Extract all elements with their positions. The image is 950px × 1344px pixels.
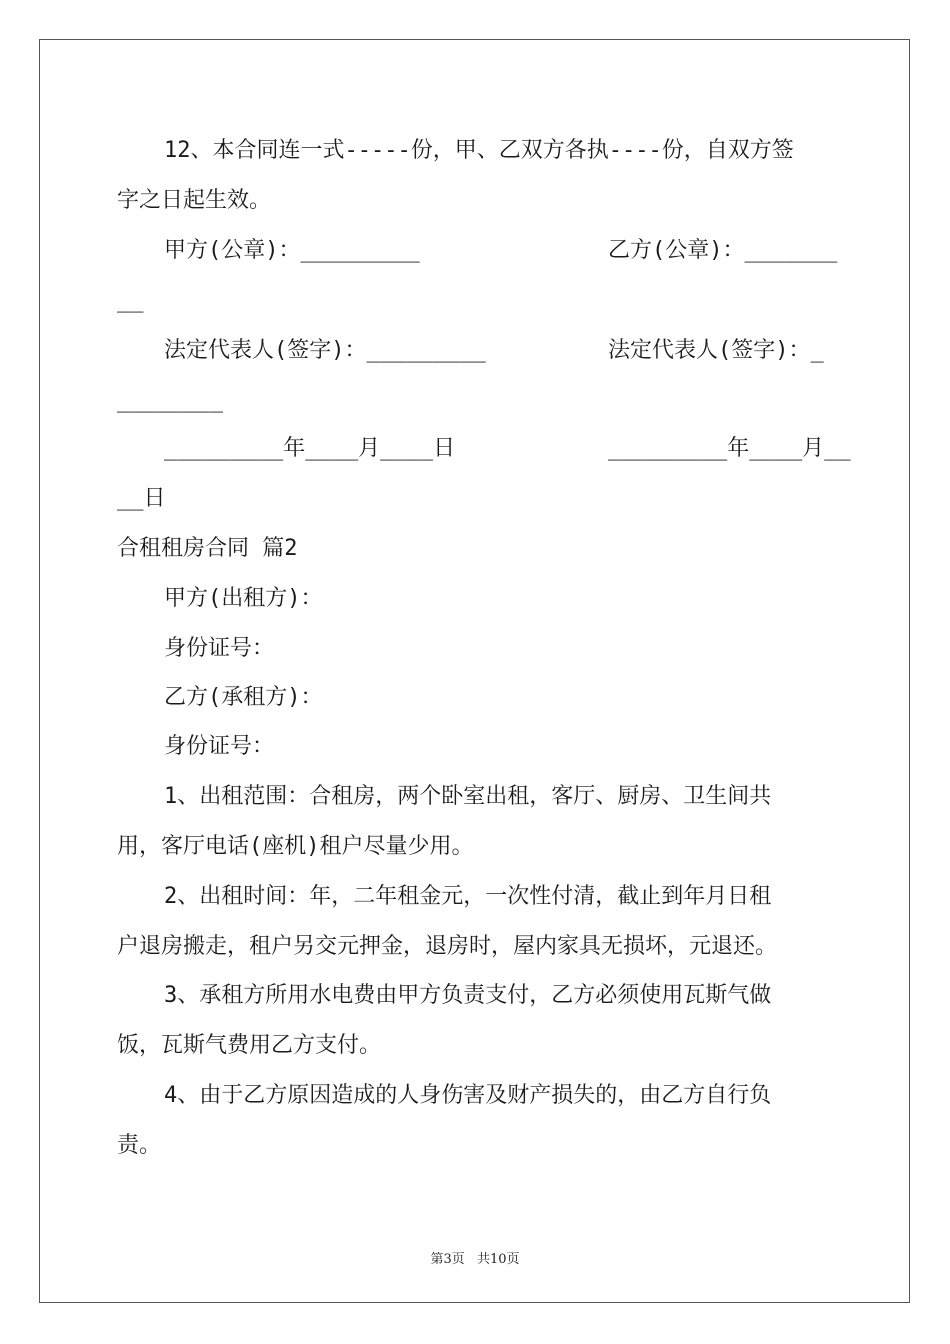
section-title: 合租租房合同 篇2 (117, 536, 298, 561)
party-b-representative: 法定代表人(签字)：_ (608, 338, 824, 363)
page-total: 共10页 (476, 1252, 520, 1267)
clause-2-line-2: 户退房搬走，租户另交元押金，退房时，屋内家具无损坏，元退还。 (117, 934, 778, 959)
lessor-id-label: 身份证号： (164, 636, 275, 661)
page-footer (0, 1248, 950, 1267)
party-a-representative: 法定代表人(签字)：_________ (164, 338, 486, 363)
lessor-label: 甲方(出租方)： (164, 586, 323, 611)
clause-3-line-1: 3、承租方所用水电费由甲方负责支付，乙方必须使用瓦斯气做 (164, 983, 772, 1008)
party-b-seal-cont: __ (117, 288, 144, 313)
lessee-label: 乙方(承租方)： (164, 685, 323, 710)
clause-4-line-2: 责。 (117, 1133, 162, 1158)
clause-3-line-2: 饭，瓦斯气费用乙方支付。 (117, 1033, 382, 1058)
party-b-representative-cont: ________ (117, 388, 223, 413)
party-a-seal: 甲方(公章)：_________ (164, 238, 420, 263)
clause-2-line-1: 2、出租时间：年，二年租金元，一次性付清，截止到年月日租 (164, 884, 772, 909)
clause-1-line-1: 1、出租范围：合租房，两个卧室出租，客厅、厨房、卫生间共 (164, 784, 772, 809)
party-b-date-cont: __日 (117, 486, 166, 511)
clause-12-line-1: 12、本合同连一式-----份，甲、乙双方各执----份，自双方签 (164, 138, 794, 163)
party-b-seal: 乙方(公章)：_______ (608, 238, 838, 263)
party-a-date: _________年____月____日 (164, 436, 456, 461)
lessee-id-label: 身份证号： (164, 734, 275, 759)
clause-1-line-2: 用，客厅电话(座机)租户尽量少用。 (117, 834, 474, 859)
party-b-date: _________年____月__ (608, 436, 851, 461)
page-border (39, 39, 910, 1303)
clause-12-line-2: 字之日起生效。 (117, 188, 272, 213)
page-number: 第3页 (430, 1252, 465, 1267)
clause-4-line-1: 4、由于乙方原因造成的人身伤害及财产损失的，由乙方自行负 (164, 1083, 772, 1108)
